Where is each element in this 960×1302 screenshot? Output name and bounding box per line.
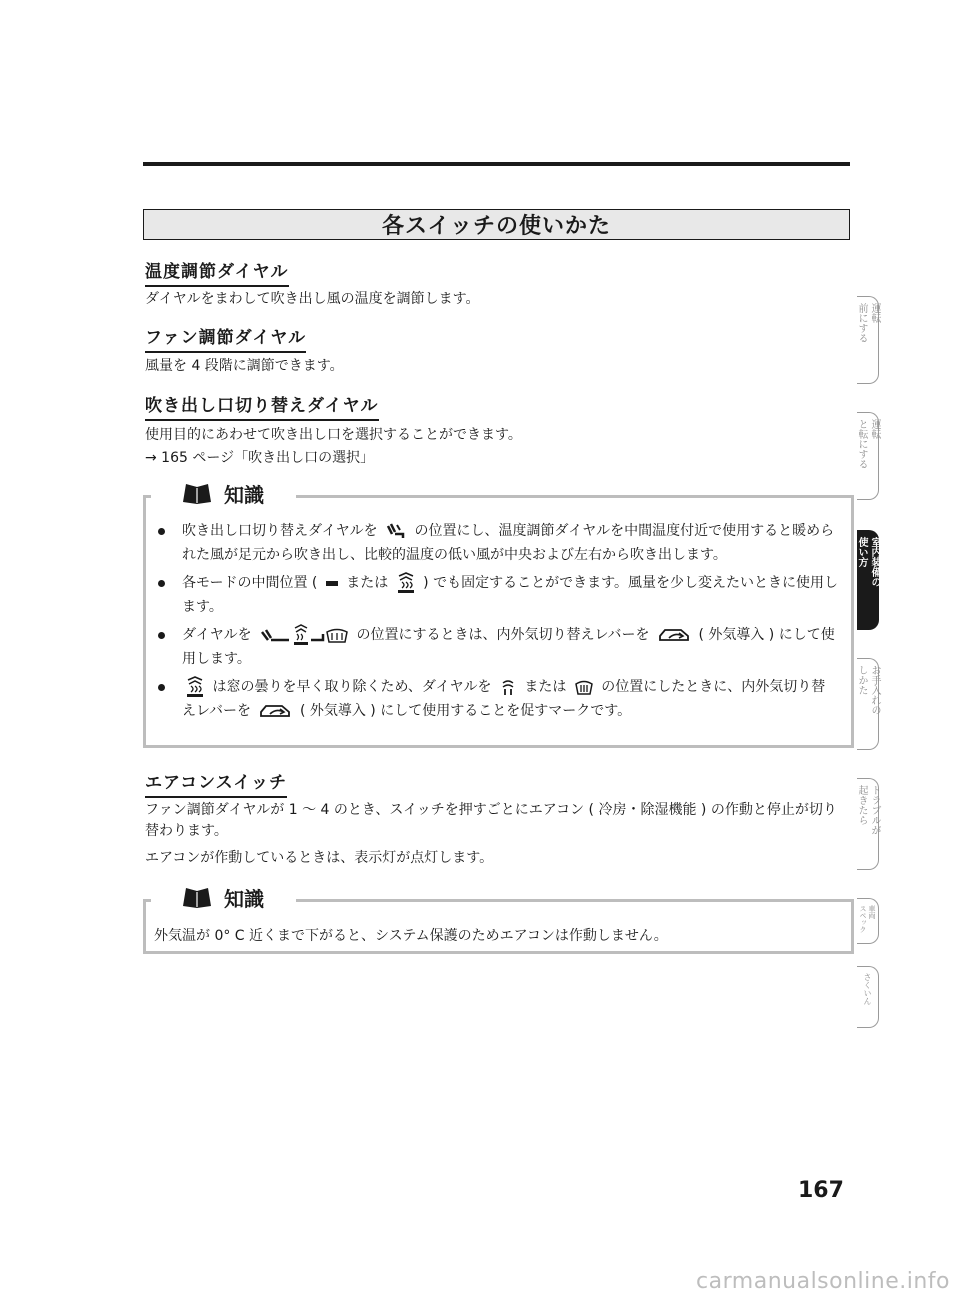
text: ( 外気導入 ) にして使用することを促すマークです。 xyxy=(299,703,632,719)
tab-label: 前にする xyxy=(856,303,867,343)
temp-dial-heading: 温度調節ダイヤル xyxy=(145,257,289,287)
tab-label: お手入れの xyxy=(869,665,880,715)
tab-maintenance[interactable] xyxy=(857,658,879,750)
tab-label: しかた xyxy=(856,665,867,695)
foot-defrost-mode-icon xyxy=(499,677,517,697)
defrost-foot-mode-icon xyxy=(396,572,416,594)
text: ) でも固定することができます。風量を少し変えたいときに使用します。 xyxy=(182,575,838,615)
text: は窓の曇りを早く取り除くため、ダイヤルを xyxy=(212,679,492,695)
defrost-mode-icon xyxy=(574,678,594,696)
outlet-dial-heading: 吹き出し口切り替えダイヤル xyxy=(145,391,379,421)
knowledge-label-1 xyxy=(176,479,270,508)
tab-label: 運転 xyxy=(869,419,880,439)
tab-label: トラブルが xyxy=(869,785,880,835)
text: または xyxy=(346,575,389,591)
tab-label: スペック xyxy=(859,905,867,933)
bullet-icon xyxy=(158,580,165,587)
text: の位置にするときは、内外気切り替えレバーを xyxy=(356,627,650,643)
knowledge-item xyxy=(152,623,838,671)
knowledge-box-1 xyxy=(143,483,854,748)
text: または xyxy=(524,679,567,695)
watermark: carmanualsonline.info xyxy=(696,1269,950,1294)
tab-vehicle-specs[interactable] xyxy=(857,898,879,944)
outlet-dial-text: 使用目的にあわせて吹き出し口を選択することができます。 xyxy=(145,427,522,443)
tab-label: 車両 xyxy=(868,905,876,919)
tab-troubleshooting[interactable] xyxy=(857,778,879,870)
section-title xyxy=(143,209,850,240)
knowledge-text-2: 外気温が 0° C 近くまで下がると、システム保護のためエアコンは作動しません。 xyxy=(154,928,668,944)
fan-dial-text: 風量を 4 段階に調節できます。 xyxy=(145,358,344,374)
tab-label: と転にする xyxy=(856,419,867,469)
bar-position-icon xyxy=(325,578,339,588)
tab-when-driving[interactable] xyxy=(857,412,879,500)
knowledge-label-text-2: 知識 xyxy=(224,887,264,911)
tab-before-driving[interactable] xyxy=(857,296,879,384)
open-book-icon xyxy=(182,887,212,909)
defrost-mode-range-icon xyxy=(259,624,349,646)
knowledge-box-2 xyxy=(143,887,854,954)
knowledge-item xyxy=(152,519,838,567)
tab-label: 起きたら xyxy=(856,785,867,825)
foot-vent-mode-icon xyxy=(385,522,407,540)
knowledge-item xyxy=(152,571,838,619)
temp-dial-text: ダイヤルをまわして吹き出し風の温度を調節します。 xyxy=(145,291,480,307)
bullet-icon xyxy=(158,684,165,691)
text: の位置にしたときに、内外気切り替えレバーを xyxy=(182,679,826,719)
tab-label: さくいん xyxy=(863,973,872,1005)
tab-interior-equipment[interactable] xyxy=(857,530,879,630)
text: 吹き出し口切り替えダイヤルを xyxy=(182,523,378,539)
text: ダイヤルを xyxy=(182,627,252,643)
top-rule xyxy=(143,162,850,166)
knowledge-item xyxy=(152,675,838,723)
tab-label: 運転 xyxy=(869,303,880,323)
knowledge-label-2 xyxy=(176,883,270,912)
outlet-reference: → 165 ページ「吹き出し口の選択」 xyxy=(145,450,375,466)
aircon-indicator-text: エアコンが作動しているときは、表示灯が点灯します。 xyxy=(145,850,494,866)
aircon-switch-text: ファン調節ダイヤルが 1 ～ 4 のとき、スイッチを押すごとにエアコン ( 冷房・除湿機能 ) の作動と停止が切り替わります。 xyxy=(145,802,837,839)
fresh-air-intake-icon xyxy=(258,702,292,720)
tab-label: 使い方 xyxy=(856,537,867,567)
tab-label: 室内装備の xyxy=(869,537,880,587)
fresh-air-intake-icon xyxy=(657,626,691,644)
text: の位置にし、温度調節ダイヤルを中間温度付近で使用すると暖められた風が足元から吹き出し、比較的温度の低い風が中央および左右から吹き出します。 xyxy=(182,523,835,563)
bullet-icon xyxy=(158,528,165,535)
text: ( 外気導入 ) にして使用します。 xyxy=(182,627,835,667)
knowledge-label-text-1: 知識 xyxy=(224,483,264,507)
knowledge-list-1 xyxy=(152,519,838,727)
open-book-icon xyxy=(182,483,212,505)
tab-index[interactable] xyxy=(857,966,879,1028)
aircon-switch-heading: エアコンスイッチ xyxy=(145,768,287,798)
text: 各モードの中間位置 ( xyxy=(182,575,318,591)
fan-dial-heading: ファン調節ダイヤル xyxy=(145,323,306,353)
page-number: 167 xyxy=(798,1178,844,1203)
bullet-icon xyxy=(158,632,165,639)
section-title-text: 各スイッチの使いかた xyxy=(381,214,612,239)
defrost-foot-mode-icon xyxy=(185,676,205,698)
